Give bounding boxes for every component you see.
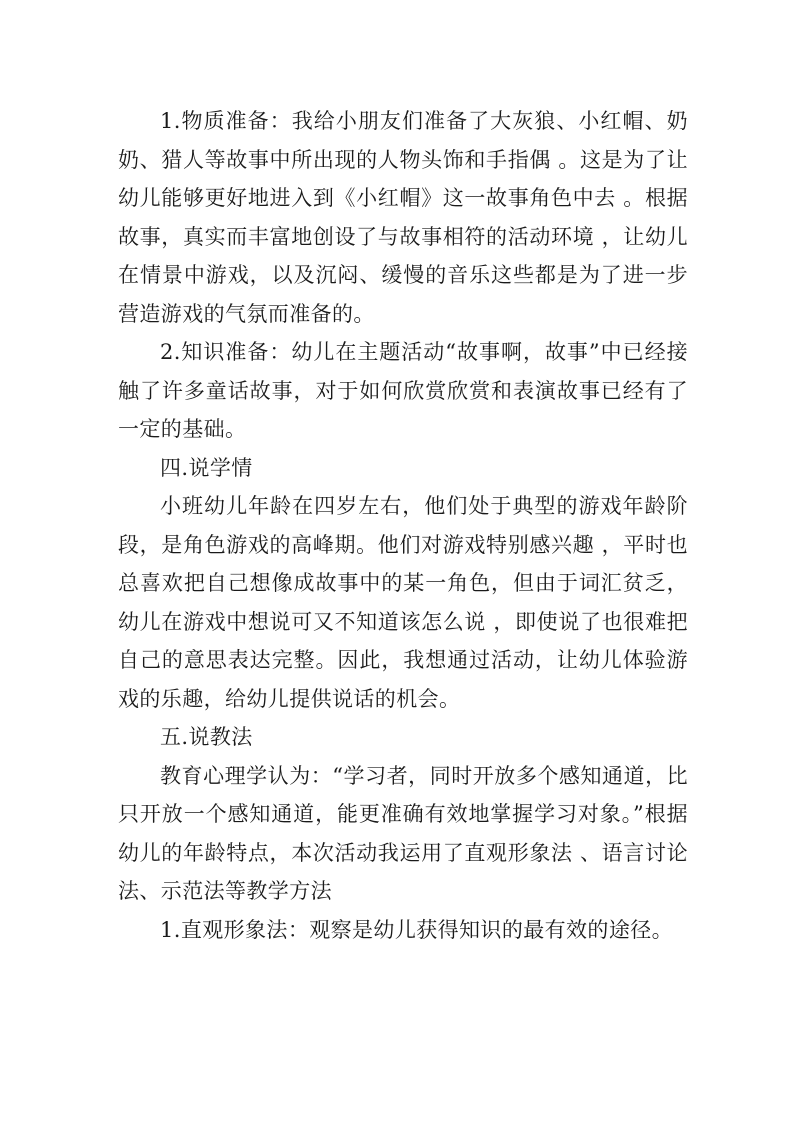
paragraph-learning-situation: 小班幼儿年龄在四岁左右，他们处于典型的游戏年龄阶段，是角色游戏的高峰期。他们对游戏特别感兴趣 ，平时也总喜欢把自己想像成故事中的某一角色，但由于词汇贫乏，幼儿在游戏中想说可又不知道该怎么说 ，即使说了也很难把自己的意思表达完整。因此，我想通过活动，让幼儿体验游戏的乐趣，给幼儿提供说话的机会。 [118,494,688,711]
paragraph-intuitive-method: 1.直观形象法：观察是幼儿获得知识的最有效的途径。 [160,917,674,942]
paragraph-knowledge-preparation: 2.知识准备：幼儿在主题活动“故事啊，故事”中已经接触了许多童话故事，对于如何欣赏欣赏和表演故事已经有了一定的基础。 [118,340,688,441]
paragraph-material-preparation: 1.物质准备：我给小朋友们准备了大灰狼、小红帽、奶奶、猎人等故事中所出现的人物头饰和手指偶 。这是为了让幼儿能够更好地进入到《小红帽》这一故事角色中去 。根据故事，真实而丰富地创设了与故事相符的活动环境 ，让幼儿在情景中游戏，以及沉闷、缓慢的音乐这些都是为了进一步营造游戏的气氛而准备的。 [118,109,688,326]
section-heading-learning-situation: 四.说学情 [160,455,253,480]
paragraph-teaching-methods: 教育心理学认为：“学习者，同时开放多个感知通道，比只开放一个感知通道，能更准确有效地掌握学习对象。”根据幼儿的年龄特点，本次活动我运用了直观形象法 、语言讨论法、示范法等教学方法 [118,763,688,903]
document-body [118,102,688,949]
section-heading-teaching-methods: 五.说教法 [160,725,253,749]
